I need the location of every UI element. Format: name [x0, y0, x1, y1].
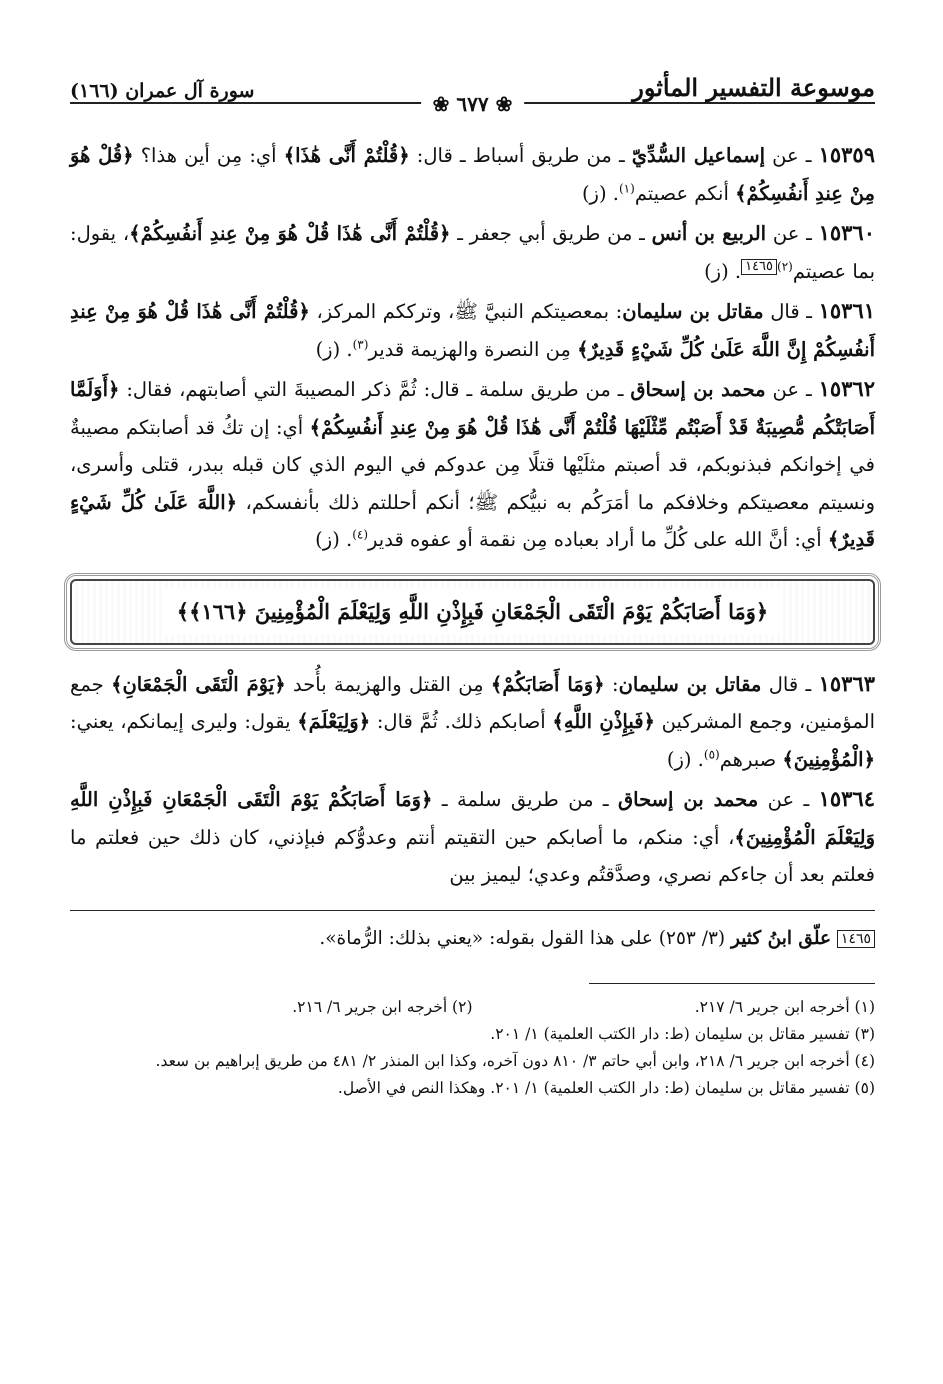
footnote-separator — [589, 983, 875, 984]
text-run: . (ز) — [315, 337, 353, 361]
text-run: ، يقول: بما عصيتم — [70, 222, 875, 283]
commentary-ref[interactable]: ١٤٦٥ — [741, 259, 777, 275]
text-run: أنكم عصيتم — [634, 181, 736, 205]
running-surah: سورة آل عمران (١٦٦) — [70, 80, 255, 102]
page-number: ❀ ٦٧٧ ❀ — [421, 92, 525, 116]
text-run: يقول: وليرى إيمانكم، يعني: — [70, 710, 298, 733]
quran-quote: ﴿فَبِإِذْنِ اللَّهِ﴾ — [552, 710, 655, 733]
quran-quote: ﴿قُلْتُمْ أَنَّى هَٰذَا﴾ — [283, 144, 410, 167]
text-run: . (ز) — [666, 747, 704, 771]
verse-frame — [70, 579, 875, 645]
text-run: ، أي: منكم، ما أصابكم حين التقيتم أنتم وعدوُّكم فبإذني، كان ذلك حين فعلتم ما فعلتم بعد أن جاءكم نصري، وصدَّقتُم وعدي؛ ليميز بين — [70, 825, 875, 886]
narration-number: ١٥٣٦٤ — [818, 786, 875, 811]
paragraph-15360 — [70, 214, 875, 290]
narration-number: ١٥٣٦٣ — [818, 670, 876, 696]
text-run: ـ عن — [758, 788, 819, 811]
narrator-name: مقاتل بن سليمان — [618, 672, 762, 696]
footnote-5: (٥) تفسير مقاتل بن سليمان (ط: دار الكتب العلمية) ١/ ٢٠١. وهكذا النص في الأصل. — [337, 1078, 875, 1097]
text-run: ـ قال — [763, 300, 819, 323]
quran-quote: ﴿يَوْمَ الْتَقَى الْجَمْعَانِ﴾ — [111, 672, 286, 696]
text-run: ـ من طريق أبي جعفر ـ — [450, 222, 652, 245]
footnote-2: (٢) أخرجه ابن جرير ٦/ ٢١٦. — [292, 997, 473, 1016]
quran-quote: ﴿اللَّهَ عَلَىٰ كُلِّ شَيْءٍ قَدِيرٌ﴾ — [70, 490, 875, 551]
text-run: : بمعصيتكم النبيَّ ﷺ، وترككم المركز، — [309, 300, 623, 323]
quran-quote: ﴿الْمُؤْمِنِينَ﴾ — [782, 747, 875, 771]
text-run: ـ عن — [765, 378, 819, 401]
text-run: جمع المؤمنين، وجمع المشركين — [70, 672, 876, 733]
footnote-1: (١) أخرجه ابن جرير ٦/ ٢١٧. — [694, 997, 875, 1016]
footnote-marker: (٤) — [352, 527, 369, 542]
page-header — [70, 58, 875, 116]
quran-quote: ﴿أَوَلَمَّا أَصَابَتْكُم مُّصِيبَةٌ قَدْ أَصَبْتُم مِّثْلَيْهَا قُلْتُمْ أَنَّى هَٰذَا قُلْ هُوَ مِنْ عِندِ أَنفُسِكُمْ﴾ — [70, 378, 875, 439]
paragraph-15363 — [70, 665, 875, 779]
text-run: . (ز) — [581, 181, 619, 205]
text-run: ـ قال — [761, 672, 819, 696]
main-text — [70, 136, 875, 894]
narration-number: ١٥٣٦٢ — [818, 376, 875, 401]
paragraph-15364 — [70, 780, 875, 894]
text-run: أي: إن تكُ قد أصابتكم مصيبةٌ في إخوانكم فبذنوبكم، قد أصبتم مثلَيْها قتلًا مِن عدوكم في اليوم الذي كان قبله ببدر، قتلى وأسرى، ونسيتم معصيتكم وخلافكم ما أمَرَكُم به نبيُّكم ﷺ؛ أنكم أحللتم ذلك بأنفسكم، — [70, 415, 875, 514]
footnote-row — [70, 994, 875, 1021]
footnote-marker: (١) — [618, 181, 635, 195]
paragraph-15361 — [70, 292, 875, 368]
commentary-text: (٣/ ٢٥٣) على هذا القول بقوله: «يعني بذلك: الرُّماة». — [319, 927, 731, 949]
footnote-4: (٤) أخرجه ابن جرير ٦/ ٢١٨، وابن أبي حاتم ٣/ ٨١٠ دون آخره، وكذا ابن المنذر ٢/ ٤٨١ من طريق إبراهيم بن سعد. — [155, 1051, 875, 1070]
narration-number: ١٥٣٦١ — [818, 298, 876, 323]
text-run: ـ من طريق سلمة ـ — [432, 788, 619, 811]
running-title: موسوعة التفسير المأثور — [632, 73, 875, 102]
text-run: ـ عن — [766, 222, 819, 245]
quran-quote: ﴿قُلْ هُوَ مِنْ عِندِ أَنفُسِكُمْ﴾ — [70, 144, 875, 205]
narration-number: ١٥٣٦٠ — [818, 220, 875, 245]
text-run: أي: أنَّ الله على كُلِّ ما أراد بعباده مِن نقمة أو عفوه قدير — [368, 528, 828, 551]
quran-quote: ﴿وَمَا أَصَابَكُمْ يَوْمَ الْتَقَى الْجَمْعَانِ فَبِإِذْنِ اللَّهِ وَلِيَعْلَمَ الْمُؤْمِنِينَ﴾ — [70, 788, 876, 849]
footnote-marker: (٢) — [777, 259, 793, 273]
footnote-marker: (٣) — [352, 337, 369, 351]
commentary-number: ١٤٦٥ — [837, 930, 875, 948]
text-run: . (ز) — [704, 259, 742, 283]
text-run: . (ز) — [315, 528, 353, 551]
paragraph-15359 — [70, 136, 875, 212]
narrator-name: إسماعيل السُّدِّيّ — [631, 144, 766, 167]
text-run: مِن القتل والهزيمة بأُحد — [285, 672, 491, 696]
narrator-name: محمد بن إسحاق — [618, 788, 759, 811]
quran-quote: ﴿وَمَا أَصَابَكُمْ﴾ — [490, 672, 605, 696]
text-run: صبرهم — [719, 747, 783, 771]
commentary-author: علّق ابنُ كثير — [731, 927, 832, 949]
quran-quote: ﴿قُلْتُمْ أَنَّى هَٰذَا قُلْ هُوَ مِنْ عِندِ أَنفُسِكُمْ إِنَّ اللَّهَ عَلَىٰ كُلِّ شَيْءٍ قَدِيرٌ﴾ — [70, 300, 875, 361]
text-run: أي: مِن أين هذا؟ — [133, 144, 284, 167]
footnote-3: (٣) تفسير مقاتل بن سليمان (ط: دار الكتب العلمية) ١/ ٢٠١. — [490, 1024, 875, 1043]
text-run: ـ من طريق أسباط ـ قال: — [409, 144, 632, 167]
book-page — [70, 58, 875, 1102]
quran-quote: ﴿قُلْتُمْ أَنَّى هَٰذَا قُلْ هُوَ مِنْ عِندِ أَنفُسِكُمْ﴾ — [129, 222, 451, 245]
footnote-marker: (٥) — [703, 747, 720, 761]
text-run: ـ عن — [765, 144, 819, 167]
verse-166: ﴿وَمَا أَصَابَكُمْ يَوْمَ الْتَقَى الْجَمْعَانِ فَبِإِذْنِ اللَّهِ وَلِيَعْلَمَ الْمُؤْمِنِينَ ﴿١٦٦﴾﴾ — [163, 589, 782, 635]
paragraph-15362 — [70, 370, 875, 559]
footnotes — [70, 994, 875, 1102]
narrator-name: مقاتل بن سليمان — [622, 300, 764, 323]
commentary-note — [70, 923, 875, 955]
narrator-name: محمد بن إسحاق — [630, 378, 766, 401]
text-run: ـ من طريق سلمة ـ قال: ثُمَّ ذكر المصيبةَ التي أصابتهم، فقال: — [119, 378, 631, 401]
narration-number: ١٥٣٥٩ — [818, 142, 875, 167]
text-run: : — [604, 672, 619, 696]
narrator-name: الربيع بن أنس — [651, 222, 767, 245]
text-run: أصابكم ذلك. ثُمَّ قال: — [370, 710, 553, 733]
text-run: مِن النصرة والهزيمة قدير — [368, 337, 578, 361]
quran-quote: ﴿وَلِيَعْلَمَ﴾ — [297, 710, 371, 733]
commentary-divider — [70, 910, 875, 911]
